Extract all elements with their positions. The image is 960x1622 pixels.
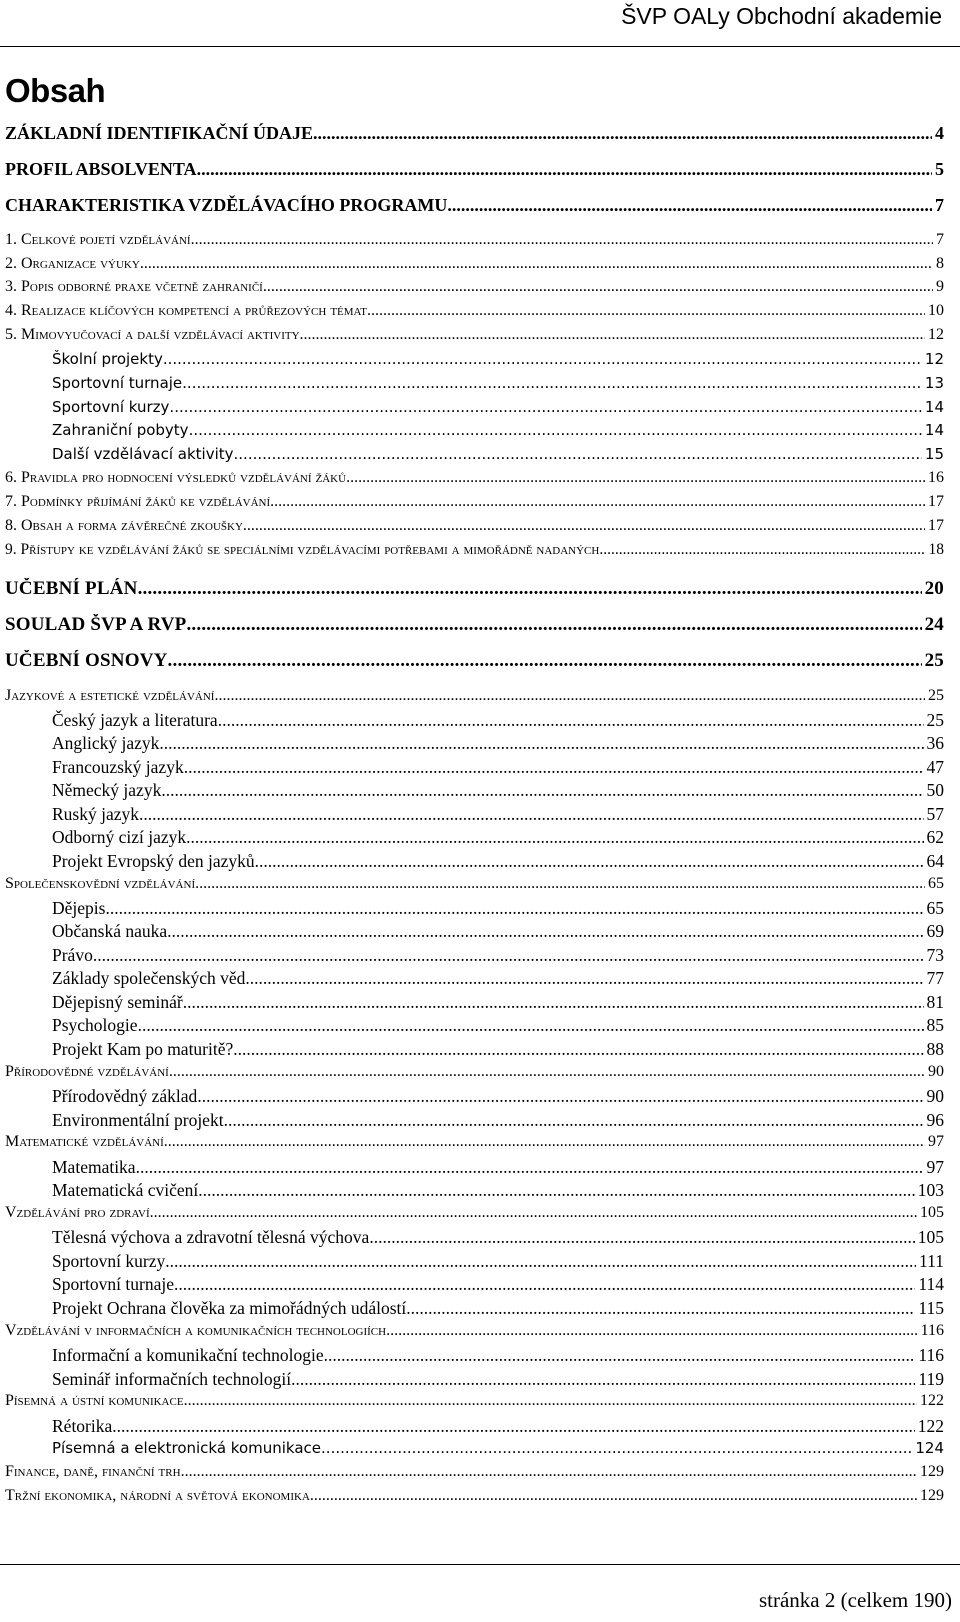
toc-entry[interactable]: Přírodovědný základ ..... 90 bbox=[5, 1086, 944, 1107]
toc-entry[interactable]: 8. Obsah a forma závěrečné zkoušky ..... 17 bbox=[5, 517, 944, 535]
toc-entry[interactable]: 4. Realizace klíčových kompetencí a průřezových témat ..... 10 bbox=[5, 302, 944, 320]
toc-entry[interactable]: Občanská nauka ..... 69 bbox=[5, 921, 944, 942]
toc-entry[interactable]: Projekt Ochrana člověka za mimořádných událostí ..... 115 bbox=[5, 1298, 944, 1319]
toc-entry[interactable]: Matematické vzdělávání ..... 97 bbox=[5, 1133, 944, 1151]
toc-entry[interactable]: Písemná a elektronická komunikace ..... 124 bbox=[5, 1439, 944, 1457]
page-header bbox=[0, 0, 960, 47]
toc-entry[interactable]: Vzdělávání pro zdraví ..... 105 bbox=[5, 1204, 944, 1222]
toc-entry[interactable]: 2. Organizace výuky ..... 8 bbox=[5, 255, 944, 273]
toc-entry[interactable]: UČEBNÍ OSNOVY ..... 25 bbox=[5, 650, 944, 672]
toc-entry[interactable]: Sportovní turnaje ..... 13 bbox=[5, 374, 944, 392]
toc-entry[interactable]: Vzdělávání v informačních a komunikačních technologiích ..... 116 bbox=[5, 1322, 944, 1340]
toc-entry[interactable]: Další vzdělávací aktivity ..... 15 bbox=[5, 445, 944, 463]
toc-entry[interactable]: Český jazyk a literatura ..... 25 bbox=[5, 710, 944, 731]
toc-entry[interactable]: Školní projekty ..... 12 bbox=[5, 350, 944, 368]
toc-entry[interactable]: Právo ..... 73 bbox=[5, 945, 944, 966]
toc-entry[interactable]: 1. Celkové pojetí vzdělávání ..... 7 bbox=[5, 231, 944, 249]
toc-entry[interactable]: CHARAKTERISTIKA VZDĚLÁVACÍHO PROGRAMU ..... 7 bbox=[5, 195, 944, 216]
toc-entry[interactable]: Psychologie ..... 85 bbox=[5, 1015, 944, 1036]
footer-divider bbox=[0, 1564, 960, 1565]
toc-entry[interactable]: Anglický jazyk ..... 36 bbox=[5, 733, 944, 754]
toc-entry[interactable]: SOULAD ŠVP A RVP ..... 24 bbox=[5, 614, 944, 636]
toc-entry[interactable]: Environmentální projekt ..... 96 bbox=[5, 1110, 944, 1131]
toc-entry[interactable]: ZÁKLADNÍ IDENTIFIKAČNÍ ÚDAJE ..... 4 bbox=[5, 123, 944, 144]
toc-entry[interactable]: Matematika ..... 97 bbox=[5, 1157, 944, 1178]
toc-entry[interactable]: 7. Podmínky přijímání žáků ke vzdělávání ..... 17 bbox=[5, 493, 944, 511]
toc-entry[interactable]: PROFIL ABSOLVENTA ..... 5 bbox=[5, 159, 944, 180]
toc-entry[interactable]: Projekt Evropský den jazyků ..... 64 bbox=[5, 851, 944, 872]
toc-entry[interactable]: Dějepisný seminář ..... 81 bbox=[5, 992, 944, 1013]
toc-entry[interactable]: Základy společenských věd ..... 77 bbox=[5, 968, 944, 989]
toc-entry[interactable]: Projekt Kam po maturitě? ..... 88 bbox=[5, 1039, 944, 1060]
toc-entry[interactable]: Zahraniční pobyty ..... 14 bbox=[5, 421, 944, 439]
toc-entry[interactable]: Finance, daně, finanční trh ..... 129 bbox=[5, 1463, 944, 1481]
toc-entry[interactable]: 3. Popis odborné praxe včetně zahraničí ..... 9 bbox=[5, 278, 944, 296]
page-number: stránka 2 (celkem 190) bbox=[758, 1588, 952, 1612]
toc-entry[interactable]: Ruský jazyk ..... 57 bbox=[5, 804, 944, 825]
toc-entry[interactable]: Informační a komunikační technologie ..... 116 bbox=[5, 1345, 944, 1366]
toc-entry[interactable]: Sportovní turnaje ..... 114 bbox=[5, 1274, 944, 1295]
toc-entry[interactable]: Písemná a ústní komunikace ..... 122 bbox=[5, 1392, 944, 1410]
toc-entry[interactable]: Sportovní kurzy ..... 14 bbox=[5, 398, 944, 416]
toc-entry[interactable]: UČEBNÍ PLÁN ..... 20 bbox=[5, 578, 944, 600]
toc-entry[interactable]: 5. Mimovyučovací a další vzdělávací aktivity ..... 12 bbox=[5, 326, 944, 344]
toc-entry[interactable]: Přírodovědné vzdělávání ..... 90 bbox=[5, 1063, 944, 1081]
toc-entry[interactable]: Německý jazyk ..... 50 bbox=[5, 780, 944, 801]
toc-entry[interactable]: Sportovní kurzy ..... 111 bbox=[5, 1251, 944, 1272]
toc-entry[interactable]: Dějepis ..... 65 bbox=[5, 898, 944, 919]
toc-entry[interactable]: Odborný cizí jazyk ..... 62 bbox=[5, 827, 944, 848]
toc-entry[interactable]: Tržní ekonomika, národní a světová ekonomika ..... 129 bbox=[5, 1487, 944, 1505]
document-title: ŠVP OALy Obchodní akademie bbox=[621, 3, 942, 29]
toc-entry[interactable]: Tělesná výchova a zdravotní tělesná výchova ..... 105 bbox=[5, 1227, 944, 1248]
toc-entry[interactable]: Jazykové a estetické vzdělávání ..... 25 bbox=[5, 687, 944, 705]
toc-entry[interactable]: Francouzský jazyk ..... 47 bbox=[5, 757, 944, 778]
toc-entry[interactable]: 9. Přístupy ke vzdělávání žáků se speciálními vzdělávacími potřebami a mimořádně nadaných ..... 18 bbox=[5, 541, 944, 559]
toc-entry[interactable]: Rétorika ..... 122 bbox=[5, 1416, 944, 1437]
toc-entry[interactable]: Seminář informačních technologií ..... 119 bbox=[5, 1369, 944, 1390]
toc-heading: Obsah bbox=[5, 72, 106, 109]
toc-entry[interactable]: 6. Pravidla pro hodnocení výsledků vzdělávání žáků ..... 16 bbox=[5, 469, 944, 487]
toc-entry[interactable]: Matematická cvičení ..... 103 bbox=[5, 1180, 944, 1201]
toc-entry[interactable]: Společenskovědní vzdělávání ..... 65 bbox=[5, 875, 944, 893]
